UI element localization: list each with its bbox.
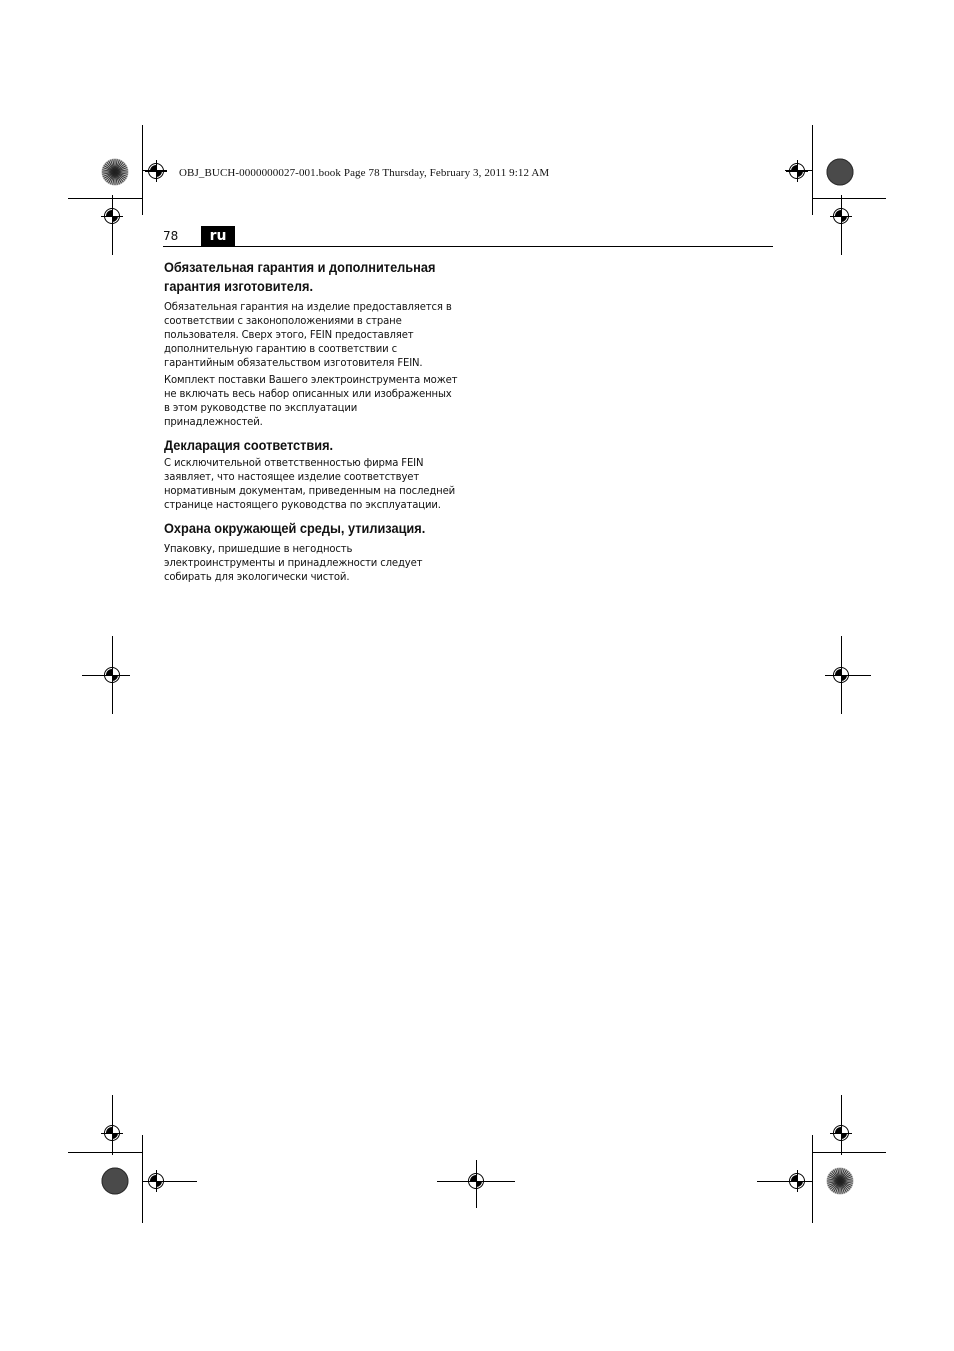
registration-mark (786, 1170, 808, 1192)
section-paragraph: С исключительной ответственностью фирма FEIN заявляет, что настоящее изделие соответствует нормативным документам, приведенным на последней странице настоящего руководства по эксплуатации. (164, 457, 456, 511)
main-content (164, 259, 464, 584)
section-heading: Охрана окружающей среды, утилизация. (164, 521, 426, 537)
gray-target-icon (826, 158, 854, 186)
registration-mark (145, 1170, 167, 1192)
section-paragraph: Комплект поставки Вашего электроинструмента может не включать весь набор описанных или изображенных в этом руководстве по эксплуатации принадлежностей. (164, 374, 458, 428)
section-heading: Обязательная гарантия и дополнительная гарантия изготовителя. (164, 260, 436, 295)
registration-mark (830, 205, 852, 227)
section-heading: Декларация соответствия. (164, 438, 334, 454)
gray-target-icon (101, 1167, 129, 1195)
registration-mark (465, 1170, 487, 1192)
file-slug: OBJ_BUCH-0000000027-001.book Page 78 Thursday, February 3, 2011 9:12 AM (179, 167, 550, 179)
registration-mark (786, 160, 808, 182)
registration-mark (101, 664, 123, 686)
registration-mark (830, 664, 852, 686)
star-target-icon (101, 158, 129, 186)
registration-mark (101, 205, 123, 227)
registration-mark (145, 160, 167, 182)
language-badge: ru (201, 226, 235, 246)
section-paragraph: Обязательная гарантия на изделие предоставляется в соответствии с законоположениями в стране пользователя. Сверх этого, FEIN предоставляет дополнительную гарантию в соответствии с гарантийным обязательством изготовителя FEIN. (164, 301, 452, 369)
registration-mark (830, 1122, 852, 1144)
header-rule (163, 246, 773, 247)
section-paragraph: Упаковку, пришедшие в негодность электроинструменты и принадлежности следует собирать для экологически чистой. (164, 543, 423, 583)
registration-mark (101, 1122, 123, 1144)
page-number: 78 (163, 229, 179, 243)
star-target-icon (826, 1167, 854, 1195)
